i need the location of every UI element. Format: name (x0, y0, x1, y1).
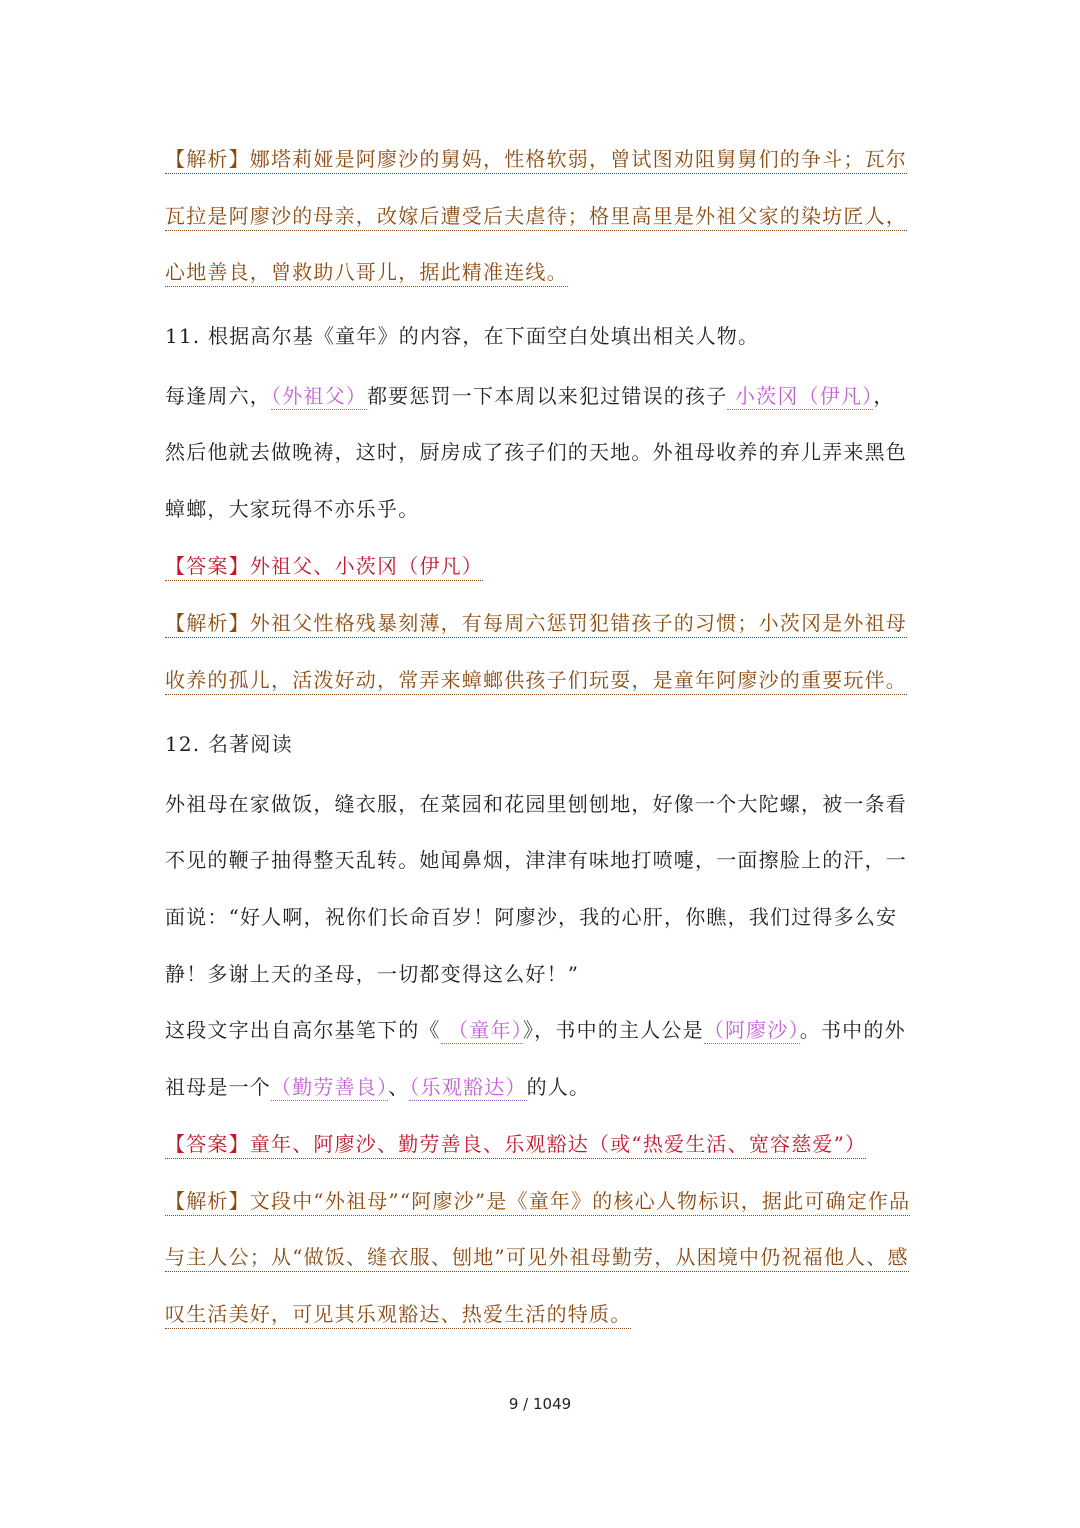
q11-fill-blank-2: 小茨冈（伊凡） (727, 384, 874, 408)
q11-title: 11. 根据高尔基《童年》的内容，在下面空白处填出相关人物。 (165, 324, 760, 348)
q12-fill-blank-protagonist: （阿廖沙） (703, 1018, 800, 1042)
q12-text: 的人。 (526, 1075, 591, 1099)
q11-body-line-2: 然后他就去做晚祷，这时，厨房成了孩子们的天地。外祖母收养的弃儿弄来黑色 (165, 440, 907, 464)
analysis-text: 叹生活美好，可见其乐观豁达、热爱生活的特质。 (165, 1302, 631, 1329)
q12-passage-line-1: 外祖母在家做饭，缝衣服，在菜园和花园里刨刨地，好像一个大陀螺，被一条看 (165, 792, 907, 816)
q11-text: 都要惩罚一下本周以来犯过错误的孩子 (367, 384, 728, 408)
q11-answer-line (165, 552, 483, 580)
q12-text: 、 (388, 1075, 410, 1099)
q11-text: ， (873, 384, 895, 408)
prev-analysis-line-3 (165, 258, 568, 286)
analysis-text: 【解析】文段中“外祖母”“阿廖沙”是《童年》的核心人物标识，据此可确定作品 (165, 1189, 910, 1216)
q12-question-line-2 (165, 1073, 590, 1101)
q12-passage-line-3: 面说：“好人啊，祝你们长命百岁！阿廖沙，我的心肝，你瞧，我们过得多么安 (165, 905, 898, 929)
q11-answer: 【答案】外祖父、小茨冈（伊凡） (165, 554, 483, 581)
q11-text: 每逢周六， (165, 384, 271, 408)
q12-fill-blank-book: （童年） (440, 1018, 523, 1042)
analysis-text: 与主人公；从“做饭、缝衣服、刨地”可见外祖母勤劳，从困境中仍祝福他人、感 (165, 1245, 909, 1272)
q12-analysis-line-2 (165, 1243, 909, 1271)
q11-fill-blank-1: （外祖父） (271, 384, 367, 408)
q11-body-line-1 (165, 382, 895, 410)
q12-analysis-line-3 (165, 1300, 631, 1328)
q12-title: 12. 名著阅读 (165, 732, 293, 756)
analysis-text: 【解析】娜塔莉娅是阿廖沙的舅妈，性格软弱，曾试图劝阻舅舅们的争斗；瓦尔 (165, 147, 907, 174)
q11-body-line-3: 蟑螂，大家玩得不亦乐乎。 (165, 497, 420, 521)
q12-text: 祖母是一个 (165, 1075, 271, 1099)
q12-question-line-1 (165, 1016, 906, 1044)
q11-analysis-line-1 (165, 609, 907, 637)
analysis-text: 【解析】外祖父性格残暴刻薄，有每周六惩罚犯错孩子的习惯；小茨冈是外祖母 (165, 611, 907, 638)
q12-analysis-line-1 (165, 1187, 910, 1215)
prev-analysis-line-2 (165, 202, 907, 230)
q12-text: 这段文字出自高尔基笔下的《 (165, 1018, 441, 1042)
q12-fill-blank-trait-1: （勤劳善良） (271, 1075, 389, 1099)
q12-answer-line (165, 1130, 866, 1158)
q12-fill-blank-trait-2: （乐观豁达） (409, 1075, 527, 1099)
analysis-text: 心地善良，曾救助八哥儿，据此精准连线。 (165, 260, 568, 287)
q12-passage-line-2: 不见的鞭子抽得整天乱转。她闻鼻烟，津津有味地打喷嚏，一面擦脸上的汗，一 (165, 848, 907, 872)
q12-passage-line-4: 静！多谢上天的圣母，一切都变得这么好！” (165, 962, 580, 986)
analysis-text: 瓦拉是阿廖沙的母亲，改嫁后遭受后夫虐待；格里高里是外祖父家的染坊匠人， (165, 204, 907, 231)
q11-analysis-line-2 (165, 666, 907, 694)
q12-text: 》，书中的主人公是 (522, 1018, 704, 1042)
q12-text: 。书中的外 (799, 1018, 906, 1042)
prev-analysis-line-1 (165, 145, 907, 173)
q12-answer: 【答案】童年、阿廖沙、勤劳善良、乐观豁达（或“热爱生活、宽容慈爱”） (165, 1132, 866, 1159)
analysis-text: 收养的孤儿，活泼好动，常弄来蟑螂供孩子们玩耍，是童年阿廖沙的重要玩伴。 (165, 668, 907, 695)
page-number: 9 / 1049 (508, 1395, 572, 1413)
